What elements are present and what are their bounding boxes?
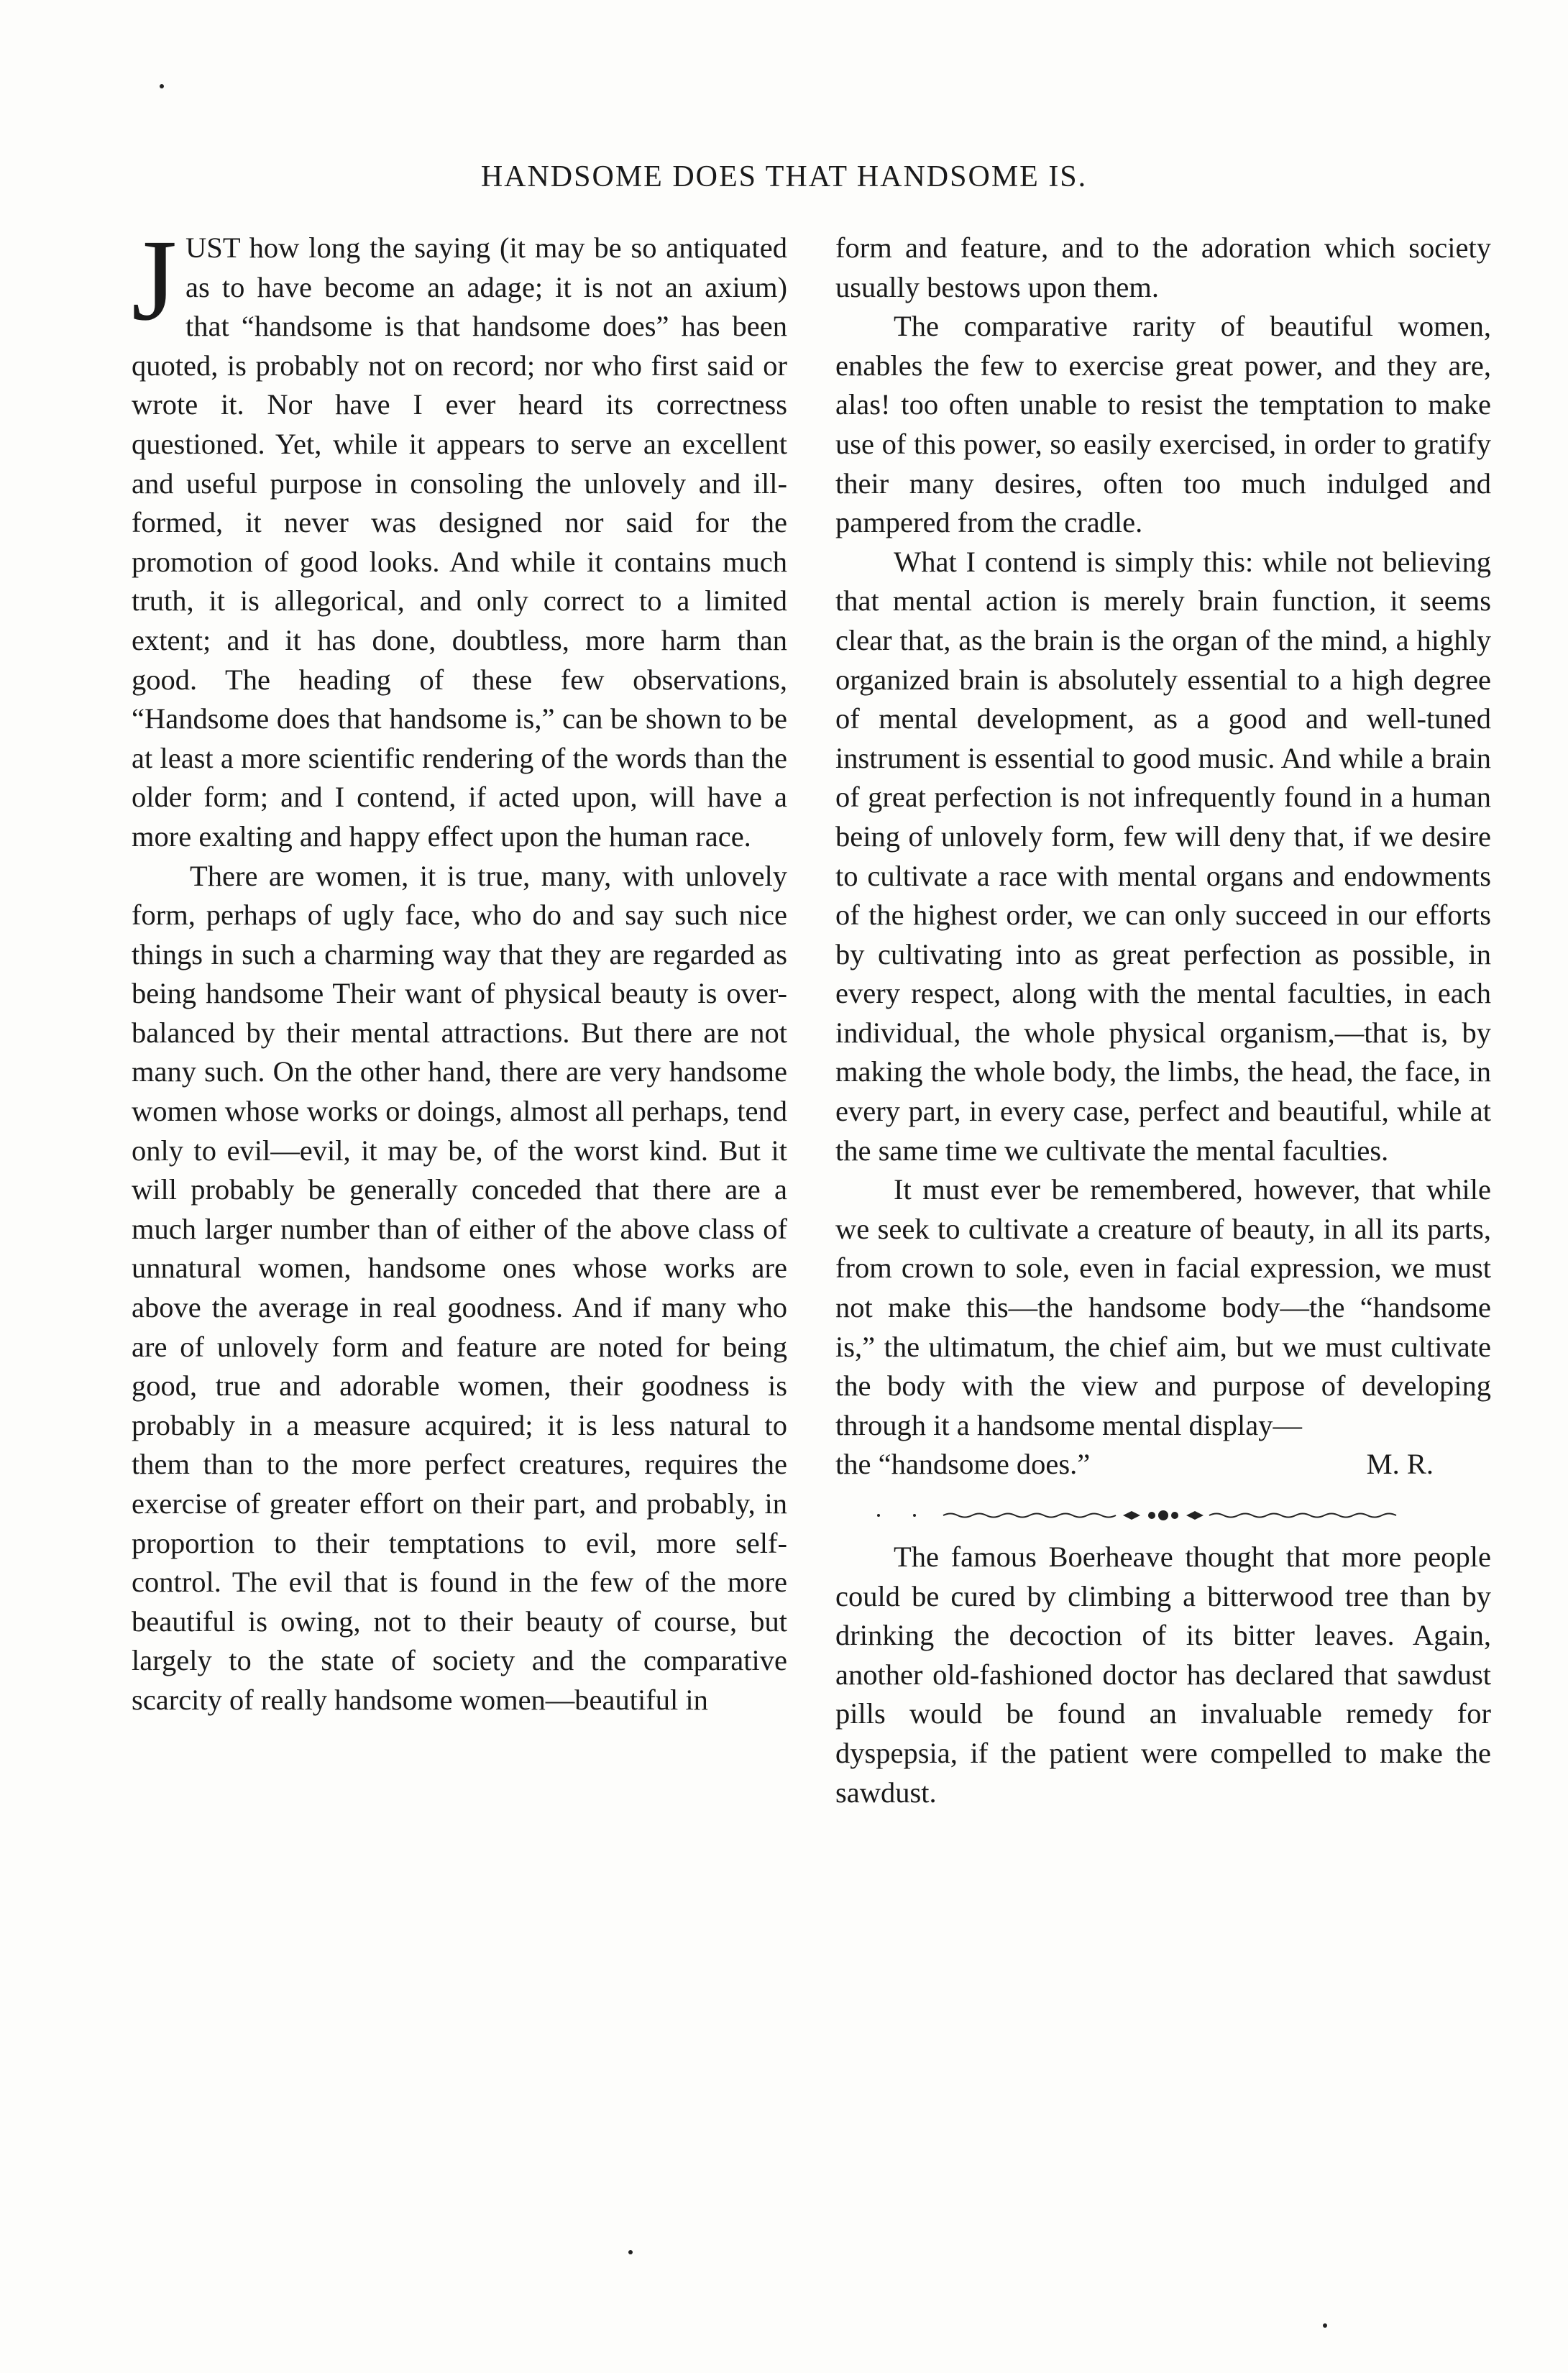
paragraph-3: form and feature, and to the adoration which society usually bestows upon them. xyxy=(835,231,1491,303)
drop-cap: J xyxy=(132,216,178,345)
paragraph-1 xyxy=(132,216,787,857)
article-title: HANDSOME DOES THAT HANDSOME IS. xyxy=(480,160,1088,193)
closing-text: the “handsome does.” xyxy=(835,1448,1091,1481)
section-divider xyxy=(835,1497,1491,1519)
author-signature: M. R. xyxy=(1366,1448,1434,1481)
stray-dot xyxy=(628,2250,633,2254)
paragraph-4: The comparative rarity of beautiful women, enables the few to exercise great power, and they are, alas! too often unable to resist the temptation to make use of this power, so easily exercised, in order to gratify their many desires, often too much indulged and pampered from the cradle. xyxy=(835,310,1491,539)
stray-dot xyxy=(1323,2323,1327,2328)
left-column xyxy=(132,216,787,1720)
paragraph-5: What I contend is simply this: while not believing that mental action is merely brain function, it seems clear that, as the brain is the organ of the mind, a highly organized brain is absolutely essential to a high degree of mental development, as a good and well-tuned instrument is essential to good music. And while a brain of great perfection is not infrequently found in a human being of unlovely form, few will deny that, if we desire to cultivate a race with mental organs and endowments of the highest order, we can only succeed in our efforts by cultivating into as great perfection as possible, in every respect, along with the mental faculties, in each individual, the whole physical organism,—that is, by making the whole body, the limbs, the head, the face, in every part, in every case, perfect and beautiful, while at the same time we cultivate the mental faculties. xyxy=(835,545,1491,1167)
right-column xyxy=(835,229,1491,1812)
paragraph-1-text: UST how long the saying (it may be so antiquated as to have become an adage; it is not an axium) that “handsome is that handsome does” has been quoted, is probably not on record; nor who first said or wrote it. Nor have I ever heard its correctness questioned. Yet, while it appears to serve an excellent and useful purpose in consoling the unlovely and ill-formed, it never was designed nor said for the promotion of good looks. And while it contains much truth, it is allegorical, and only correct to a limited extent; and it has done, doubtless, more harm than good. The heading of these few observations, “Handsome does that handsome is,” can be shown to be at least a more scientific rendering of the words than the older form; and I contend, if acted upon, will have a more exalting and happy effect upon the human race. xyxy=(132,231,787,853)
closing-note: The famous Boerheave thought that more people could be cured by climbing a bitterwood tree than by drinking the decoction of its bitter leaves. Again, another old-fashioned doctor has declared that sawdust pills would be found an invaluable remedy for dyspepsia, if the patient were compelled to make the sawdust. xyxy=(835,1541,1491,1809)
ornament-divider-icon xyxy=(835,1505,1491,1526)
stray-dot xyxy=(160,84,164,88)
paragraph-2: There are women, it is true, many, with unlovely form, perhaps of ugly face, who do and say such nice things in such a charming way that they are regarded as being handsome Their want of physical beauty is over-balanced by their mental attractions. But there are not many such. On the other hand, there are very handsome women whose works or doings, almost all perhaps, tend only to evil—evil, it may be, of the worst kind. But it will probably be generally conceded that there are a much larger number than of either of the above class of unnatural women, handsome ones whose works are above the average in real goodness. And if many who are of unlovely form and feature are noted for being good, true and adorable women, their goodness is probably in a measure acquired; it is less natural to them than to the more perfect creatures, requires the exercise of greater effort on their part, and probably, in proportion to their temptations to evil, more self-control. The evil that is found in the few of the more beautiful is owing, not to their beauty of course, but largely to the state of society and the comparative scarcity of really handsome women—beautiful in xyxy=(132,859,787,1716)
signature-line xyxy=(835,1445,1491,1484)
paragraph-6: It must ever be remembered, however, that while we seek to cultivate a creature of beauty, in all its parts, from crown to sole, even in facial expression, we must not make this—the handsome body—the “handsome is,” the ultimatum, the chief aim, but we must cultivate the body with the view and purpose of developing through it a handsome mental display— xyxy=(835,1173,1491,1441)
